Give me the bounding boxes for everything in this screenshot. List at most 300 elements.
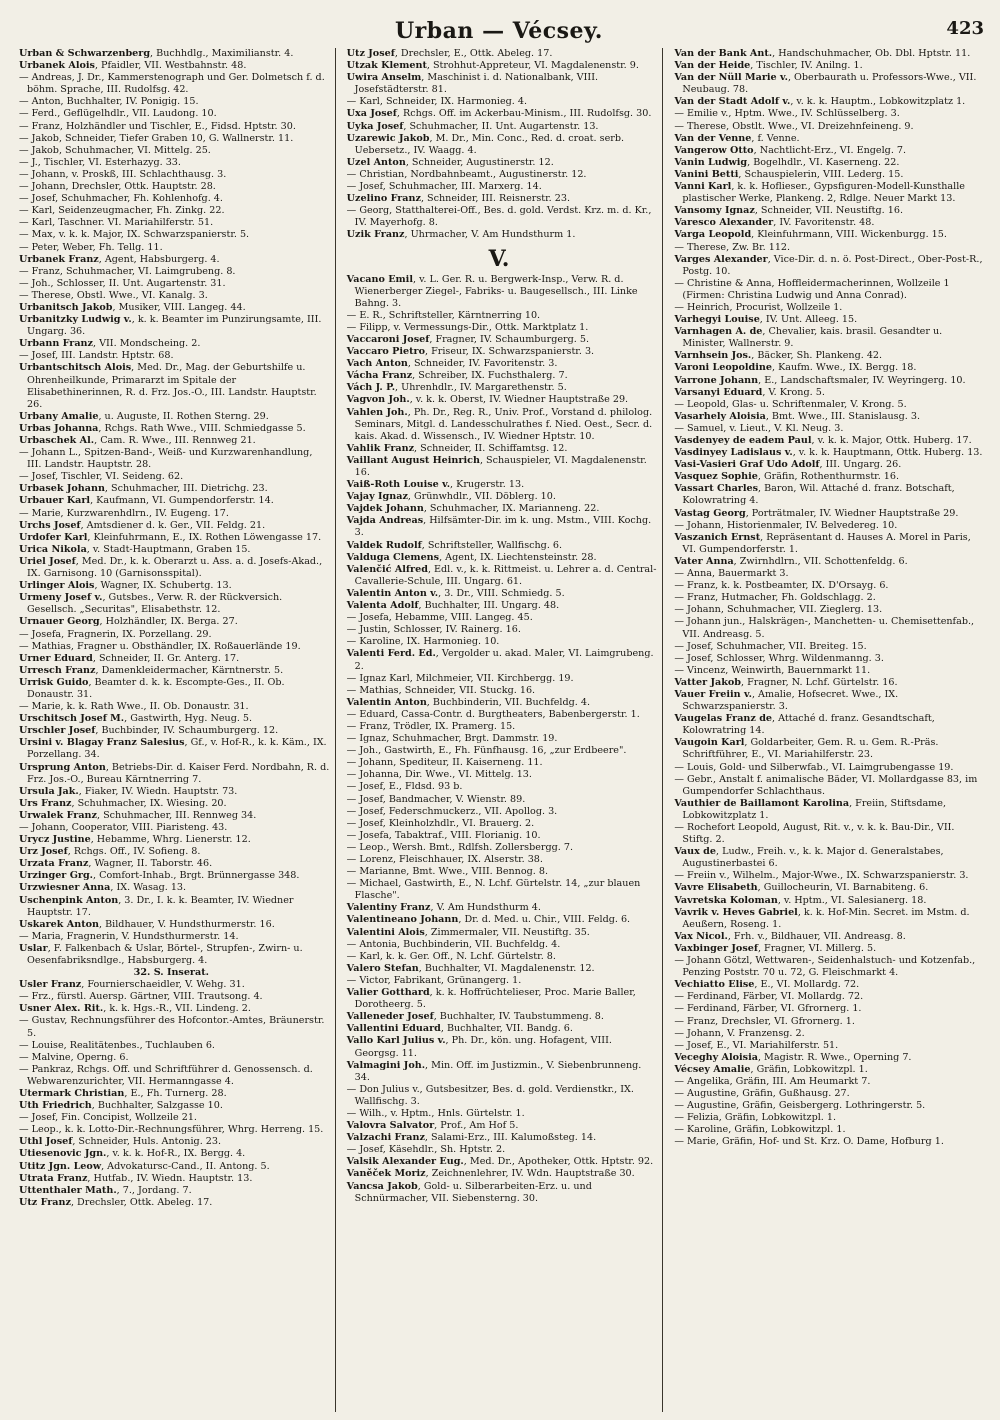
directory-entry: Varsanyi Eduard, V. Krong. 5. <box>674 386 825 398</box>
directory-entry: Uschenpink Anton, 3. Dr., I. k. k. Beamter, IV. Wiedner Hauptstr. 17. <box>19 894 294 918</box>
directory-entry: Vavretska Koloman, v. Hptm., VI. Salesianerg. 18. <box>674 894 927 906</box>
entry-name: Urbanitzky Ludwig v. <box>19 314 132 326</box>
entry-name: Vajdek Johann <box>346 503 424 515</box>
entry-name: Valmagini Joh. <box>346 1059 426 1071</box>
directory-entry: — Josef, Käsehdlr., Sh. Hptstr. 2. <box>346 1144 506 1156</box>
entry-name: Vahlen Joh. <box>346 406 408 418</box>
directory-entry: Urz Josef, Rchgs. Off., IV. Sofieng. 8. <box>19 846 201 858</box>
directory-entry: Urbany Amalie, u. Auguste, II. Rothen Sterng. 29. <box>19 410 269 422</box>
directory-entry: — Josefa, Tabaktraf., VIII. Florianig. 10. <box>346 829 541 841</box>
directory-entry: — Mathias, Fragner u. Obsthändler, IX. Roßauerlände 19. <box>19 640 301 652</box>
column-2-entries-v <box>341 274 658 1205</box>
entry-name: Uriel Josef <box>19 555 76 567</box>
entry-name: Urs Franz <box>19 797 72 809</box>
directory-entry: Usner Alex. Rit., k. k. Hgs.-R., VII. Lindeng. 2. <box>19 1003 251 1015</box>
directory-entry: — Johann jun., Halskrägen-, Manchetten- u. Chemisettenfab., VII. Andreasg. 5. <box>674 616 975 640</box>
directory-entry: — Max, v. k. k. Major, IX. Schwarzspanierstr. 5. <box>19 229 250 241</box>
directory-entry: Urwalek Franz, Schuhmacher, III. Rennweg 34. <box>19 809 257 821</box>
directory-entry: — Therese, Zw. Br. 112. <box>674 241 791 253</box>
entry-name: Vasi-Vasieri Graf Udo Adolf <box>674 459 820 471</box>
directory-entry: Vahlen Joh., Ph. Dr., Reg. R., Univ. Prof., Vorstand d. philolog. Seminars, Mitgl. d. Landesschulrathes f. Nied. Oest., Secr. d. kais. Akad. d. Wissensch., IV. Wiedner Hptstr. 10. <box>346 406 653 442</box>
directory-entry: — Marianne, Bmt. Wwe., VIII. Bennog. 8. <box>346 866 549 878</box>
entry-name: Urwalek Franz <box>19 809 97 821</box>
directory-entry: Valmagini Joh., Min. Off. im Justizmin., V. Siebenbrunneng. 34. <box>346 1059 642 1083</box>
directory-entry: — Franz, Trödler, IX. Pramerg. 15. <box>346 720 516 732</box>
directory-entry: — Lorenz, Fleischhauer, IX. Alserstr. 38. <box>346 854 543 865</box>
entry-name: Urschitsch Josef M. <box>19 713 125 725</box>
directory-entry: — Anton, Buchhalter, IV. Ponigig. 15. <box>19 96 199 108</box>
directory-entry: — Emilie v., Hptm. Wwe., IV. Schlüsselberg. 3. <box>674 108 900 120</box>
directory-entry: Vavre Elisabeth, Guillocheurin, VI. Barnabiteng. 6. <box>674 882 929 894</box>
directory-entry: Vaxbinger Josef, Fragner, VI. Millerg. 5. <box>674 942 877 954</box>
directory-entry: — Jakob, Schneider, Tiefer Graben 10, G. Wallnerstr. 11. <box>19 132 294 144</box>
directory-entry: Urban & Schwarzenberg, Buchhdlg., Maximilianstr. 4. <box>19 48 294 59</box>
entry-name: Valentiny Franz <box>346 902 431 914</box>
directory-entry: — Don Julius v., Gutsbesitzer, Bes. d. gold. Verdienstkr., IX. Wallfischg. 3. <box>346 1083 634 1107</box>
directory-entry: — Wilh., v. Hptm., Hnls. Gürtelstr. 1. <box>346 1107 525 1119</box>
entry-name: Vasquez Sophie <box>674 471 758 483</box>
column-2-entries-u <box>341 48 658 242</box>
section-letter-v: V. <box>488 245 510 272</box>
directory-entry: Ursini v. Blagay Franz Salesius, Gf., v. Hof-R., k. k. Käm., IX. Porzellang. 34. <box>19 737 327 761</box>
entry-name: Vanni Karl <box>674 181 732 193</box>
directory-entry: — Franz, k. k. Postbeamter, IX. D'Orsayg. 6. <box>674 580 889 592</box>
entry-name: Vanin Ludwig <box>674 156 748 168</box>
directory-entry: Valleneder Josef, Buchhalter, IV. Taubstummeng. 8. <box>346 1011 604 1023</box>
entry-name: Varnhsein Jos. <box>674 350 752 362</box>
directory-entry: Uxa Josef, Rchgs. Off. im Ackerbau-Minism., III. Rudolfsg. 30. <box>346 108 652 120</box>
directory-entry: — Josef, Bandmacher, V. Wienstr. 89. <box>346 793 526 805</box>
directory-entry: — Josef, Schuhmacher, VII. Breiteg. 15. <box>674 640 867 652</box>
directory-entry: Urchs Josef, Amtsdiener d. k. Ger., VII. Feldg. 21. <box>19 519 266 531</box>
entry-name: Vaccaro Pietro <box>346 346 425 358</box>
entry-name: Van der Nüll Marie v. <box>674 72 788 84</box>
directory-entry: Uyka Josef, Schuhmacher, II. Unt. Augartenstr. 13. <box>346 120 599 132</box>
entry-name: Urschler Josef <box>19 725 96 737</box>
directory-entry: Uskarek Anton, Bildhauer, V. Hundsthurmerstr. 16. <box>19 918 275 930</box>
directory-entry: Urnauer Georg, Holzhändler, IX. Berga. 27. <box>19 616 238 628</box>
directory-entry: — Pankraz, Rchgs. Off. und Schriftführer d. Genossensch. d. Webwarenzurichter, VII. Hermanngasse 4. <box>19 1063 313 1087</box>
entry-name: Vahlik Franz <box>346 442 415 454</box>
entry-name: Vangerow Otto <box>674 144 754 156</box>
page-number: 423 <box>946 18 984 39</box>
directory-entry: Vangerow Otto, Nachtlicht-Erz., VI. Engelg. 7. <box>674 144 907 156</box>
directory-entry: Vancsa Jakob, Gold- u. Silberarbeiten-Erz. u. und Schnürmacher, VII. Siebensterng. 30. <box>346 1180 592 1204</box>
directory-entry: — Josef, III. Landstr. Hptstr. 68. <box>19 350 174 362</box>
directory-entry: — Karl, k. k. Ger. Off., N. Lchf. Gürtelstr. 8. <box>346 950 556 962</box>
directory-entry: — Augustine, Gräfin, Geisbergerg. Lothringerstr. 5. <box>674 1100 926 1112</box>
directory-entry: Urner Eduard, Schneider, II. Gr. Anterg. 17. <box>19 652 240 664</box>
entry-name: Vansomy Ignaz <box>674 205 755 217</box>
directory-entry: — Eduard, Cassa-Contr. d. Burgtheaters, Babenbergerstr. 1. <box>346 708 640 720</box>
entry-name: Vavre Elisabeth <box>674 882 758 894</box>
entry-name: Uzelino Franz <box>346 193 421 205</box>
entry-name: Uzarewic Jakob <box>346 132 430 144</box>
entry-name: Uth Friedrich <box>19 1100 92 1112</box>
entry-name: Van der Stadt Adolf v. <box>674 96 791 108</box>
entry-name: Urzinger Grg. <box>19 870 93 882</box>
entry-name: Varsanyi Eduard <box>674 386 763 398</box>
directory-entry: Urbanitsch Jakob, Musiker, VIII. Langeg. 44. <box>19 301 246 313</box>
entry-name: Urnauer Georg <box>19 616 100 628</box>
directory-entry: — Johann, Schuhmacher, VII. Zieglerg. 13. <box>674 604 883 616</box>
entry-name: Veceghy Aloisia <box>674 1051 758 1063</box>
directory-entry: — Joh., Schlosser, II. Unt. Augartenstr. 31. <box>19 277 226 289</box>
entry-name: Uyka Josef <box>346 120 404 132</box>
directory-entry: Vajay Ignaz, Grünwhdlr., VII. Döblerg. 10. <box>346 491 556 503</box>
entry-name: Vasdenyey de eadem Paul <box>674 435 812 446</box>
entry-name: Urbasek Johann <box>19 483 105 495</box>
entry-name: Vax Nicol. <box>674 930 728 942</box>
directory-entry: — Christine & Anna, Hoffleidermacherinnen, Wollzeile 1 (Firmen: Christina Ludwig und Anna Conrad). <box>674 277 950 301</box>
entry-name: Valero Stefan <box>346 962 419 974</box>
directory-entry: Utz Franz, Drechsler, Ottk. Abeleg. 17. <box>19 1196 213 1208</box>
entry-name: Valdek Rudolf <box>346 539 422 551</box>
directory-entry: Valdek Rudolf, Schriftsteller, Wallfischg. 6. <box>346 539 563 551</box>
directory-entry: Van der Bank Ant., Handschuhmacher, Ob. Dbl. Hptstr. 11. <box>674 48 971 59</box>
directory-entry: — Ignaz Karl, Milchmeier, VII. Kirchbergg. 19. <box>346 672 574 684</box>
directory-entry: Van der Venne, f. Venne. <box>674 132 800 144</box>
directory-entry: — Franz, Hutmacher, Fh. Goldschlagg. 2. <box>674 592 876 604</box>
entry-name: Varhegyi Louise <box>674 314 760 326</box>
entry-name: Valenta Adolf <box>346 600 419 612</box>
directory-entry: Valzachi Franz, Salami-Erz., III. Kalumoßsteg. 14. <box>346 1132 597 1144</box>
directory-entry: — Louis, Gold- und Silberwfab., VI. Laimgrubengasse 19. <box>674 761 954 773</box>
entry-name: Urbas Johanna <box>19 422 99 434</box>
directory-entry: — Maria, Fragnerin, V. Hundsthurmerstr. 14. <box>19 930 239 942</box>
directory-entry: Urdofer Karl, Kleinfuhrmann, E., IX. Rothen Löwengasse 17. <box>19 531 322 543</box>
entry-name: Vaccaroni Josef <box>346 333 430 345</box>
directory-entry: Uth Friedrich, Buchhalter, Salzgasse 10. <box>19 1100 223 1112</box>
directory-entry: — Christian, Nordbahnbeamt., Augustinerstr. 12. <box>346 168 587 180</box>
entry-name: Urbany Amalie <box>19 410 99 422</box>
directory-entry: — Johann, Spediteur, II. Kaiserneng. 11. <box>346 757 543 769</box>
directory-entry: — Joh., Gastwirth, E., Fh. Fünfhausg. 16, „zur Erdbeere". <box>346 745 627 757</box>
entry-name: Uthl Josef <box>19 1136 73 1148</box>
directory-entry: Ursula Jak., Fiaker, IV. Wiedn. Hauptstr. 73. <box>19 785 238 797</box>
directory-entry: Ursprung Anton, Betriebs-Dir. d. Kaiser Ferd. Nordbahn, R. d. Frz. Jos.-O., Bureau Kärntnerring 7. <box>19 761 330 785</box>
directory-entry: — Josef, E., VI. Mariahilferstr. 51. <box>674 1039 839 1051</box>
directory-entry: Urzwiesner Anna, IX. Wasag. 13. <box>19 882 187 894</box>
directory-entry: Valentini Alois, Zimmermaler, VII. Neustiftg. 35. <box>346 926 590 938</box>
directory-entry: Vauer Freiin v., Amalie, Hofsecret. Wwe., IX. Schwarzspanierstr. 3. <box>674 688 899 713</box>
entry-name: Varoni Leopoldine <box>674 362 772 374</box>
directory-entry: Vécsey Amalie, Gräfin, Lobkowitzpl. 1. <box>674 1063 868 1075</box>
entry-name: Vajay Ignaz <box>346 491 408 503</box>
entry-name: Varges Alexander <box>674 253 768 265</box>
entry-name: Valduga Clemens <box>346 551 440 563</box>
directory-entry: Urmeny Josef v., Gutsbes., Verw. R. der Rückversich. Gesellsch. „Securitas", Elisabethstr. 12. <box>19 592 283 616</box>
directory-entry: — Gustav, Rechnungsführer des Hofcontor.-Amtes, Bräunerstr. 5. <box>19 1015 325 1039</box>
entry-name: Vavrik v. Heves Gabriel <box>674 906 798 918</box>
directory-entry: — Andreas, J. Dr., Kammerstenograph und Ger. Dolmetsch f. d. böhm. Sprache, III. Rudolfsg. 42. <box>19 72 325 96</box>
entry-name: Varesco Alexander <box>674 217 774 229</box>
entry-name: Urbanitsch Jakob <box>19 301 113 313</box>
directory-entry: Varnhagen A. de, Chevalier, kais. brasil. Gesandter u. Minister, Wallnerstr. 9. <box>674 326 943 350</box>
directory-entry: — Leop., k. k. Lotto-Dir.-Rechnungsführer, Whrg. Herreng. 15. <box>19 1124 324 1136</box>
entry-name: Vécsey Amalie <box>674 1063 751 1075</box>
directory-entry: — Therese, Obstlt. Wwe., VI. Dreizehnfeineng. 9. <box>674 120 914 132</box>
directory-entry: Urbaschek Al., Cam. R. Wwe., III. Rennweg 21. <box>19 435 256 446</box>
entry-name: Vaux de <box>674 846 716 858</box>
directory-entry: Urycz Justine, Hebamme, Whrg. Lienerstr. 12. <box>19 834 251 846</box>
entry-name: Vaugoin Karl <box>674 737 745 749</box>
entry-name: Uwira Anselm <box>346 72 422 84</box>
directory-entry: — Franz, Drechsler, VI. Gfrornerg. 1. <box>674 1015 855 1027</box>
entry-name: Utitz Jgn. Leow <box>19 1160 102 1172</box>
directory-entry: Valentineano Johann, Dr. d. Med. u. Chir., VIII. Feldg. 6. <box>346 914 631 926</box>
directory-entry: — Gebr., Anstalt f. animalische Bäder, VI. Mollardgasse 83, im Gumpendorfer Schlachthaus. <box>674 773 978 797</box>
directory-entry: — Josef, Tischler, VI. Seideng. 62. <box>19 471 184 483</box>
entry-name: Uslar <box>19 942 48 954</box>
directory-entry: — Johann, Cooperator, VIII. Piaristeng. 43. <box>19 822 228 833</box>
directory-entry: Varga Leopold, Kleinfuhrmann, VIII. Wickenburgg. 15. <box>674 229 947 241</box>
entry-name: Vasdinyey Ladislaus v. <box>674 447 793 459</box>
directory-entry: — Filipp, v. Vermessungs-Dir., Ottk. Marktplatz 1. <box>346 321 589 333</box>
directory-entry: Vácha Franz, Schreiber, IX. Fuchsthalerg. 7. <box>346 370 568 382</box>
entry-name: Ursprung Anton <box>19 761 106 773</box>
directory-entry: Urbauer Karl, Kaufmann, VI. Gumpendorferstr. 14. <box>19 495 274 507</box>
entry-name: Vaszanich Ernst <box>674 531 761 543</box>
directory-entry: — Malvine, Operng. 6. <box>19 1051 129 1063</box>
directory-entry: Valduga Clemens, Agent, IX. Liechtensteinstr. 28. <box>346 551 597 563</box>
directory-entry: Van der Stadt Adolf v., v. k. k. Hauptm., Lobkowitzplatz 1. <box>674 96 966 108</box>
entry-name: Urbaschek Al. <box>19 435 95 446</box>
directory-entry: — J., Tischler, VI. Esterhazyg. 33. <box>19 156 181 168</box>
entry-name: Van der Bank Ant. <box>674 48 773 59</box>
entry-name: Utzak Klement <box>346 60 427 72</box>
directory-entry: Urrisk Guido, Beamter d. k. k. Escompte-Ges., II. Ob. Donaustr. 31. <box>19 676 285 700</box>
directory-entry: Valentin Anton v., 3. Dr., VIII. Schmiedg. 5. <box>346 587 565 599</box>
directory-entry: Uthl Josef, Schneider, Huls. Antonig. 23. <box>19 1136 222 1148</box>
entry-name: Vauer Freiin v. <box>674 688 752 700</box>
entry-name: Urica Nikola <box>19 543 87 555</box>
entry-name: Vater Anna <box>674 555 734 567</box>
directory-entry: — Marie, k. k. Rath Wwe., II. Ob. Donaustr. 31. <box>19 701 249 713</box>
directory-entry: — Leopold, Glas- u. Schriftenmaler, V. Krong. 5. <box>674 398 907 410</box>
directory-entry: Valenti Ferd. Ed., Vergolder u. akad. Maler, VI. Laimgrubeng. 2. <box>346 648 654 672</box>
directory-entry: Valier Gotthard, k. k. Hoffrüchtelieser, Proc. Marie Baller, Dorotheerg. 5. <box>346 987 636 1011</box>
entry-name: Ursini v. Blagay Franz Salesius <box>19 737 185 749</box>
directory-entry: — Mathias, Schneider, VII. Stuckg. 16. <box>346 684 536 696</box>
entry-name: Vaxbinger Josef <box>674 942 758 954</box>
directory-entry: — Peter, Weber, Fh. Tellg. 11. <box>19 241 163 253</box>
directory-entry: Vaněček Moriz, Zeichnenlehrer, IV. Wdn. Hauptstraße 30. <box>346 1168 635 1180</box>
directory-entry: Vansomy Ignaz, Schneider, VII. Neustiftg. 16. <box>674 205 904 217</box>
directory-entry: Vacano Emil, v. L. Ger. R. u. Bergwerk-Insp., Verw. R. d. Wienerberger Ziegel-, Fabriks- u. Baugesellsch., III. Linke Bahng. 3. <box>346 273 638 309</box>
directory-entry: Uzarewic Jakob, M. Dr., Min. Conc., Red. d. croat. serb. Uebersetz., IV. Waagg. 4. <box>346 132 625 156</box>
directory-entry: Utiesenovic Jgn., v. k. k. Hof-R., IX. Bergg. 4. <box>19 1148 246 1160</box>
entry-name: Valentin Anton v. <box>346 587 439 599</box>
directory-entry: Urresch Franz, Damenkleidermacher, Kärntnerstr. 5. <box>19 664 284 676</box>
entry-name: Vaugelas Franz de <box>674 713 772 725</box>
directory-entry: — Josef, Schuhmacher, III. Marxerg. 14. <box>346 181 542 193</box>
page-header <box>8 12 990 48</box>
directory-entry: Uzelino Franz, Schneider, III. Reisnerstr. 23. <box>346 193 571 205</box>
entry-name: Urbanek Franz <box>19 253 99 265</box>
directory-entry: Vanni Karl, k. k. Hoflieser., Gypsfiguren-Modell-Kunsthalle plastischer Werke, Plankeng. 2, Rdlge. Neuer Markt 13. <box>674 181 965 205</box>
entry-name: Utz Josef <box>346 48 395 59</box>
entry-name: Vaillant August Heinrich <box>346 454 480 466</box>
directory-entry: — Augustine, Gräfin, Gußhausg. 27. <box>674 1088 850 1100</box>
directory-entry: Valenčić Alfred, Edl. v., k. k. Rittmeist. u. Lehrer a. d. Central-Cavallerie-Schule, III. Ungarg. 61. <box>346 563 657 587</box>
entry-name: Varrone Johann <box>674 374 759 386</box>
directory-entry: Urbanek Franz, Agent, Habsburgerg. 4. <box>19 253 220 265</box>
directory-entry: — Freiin v., Wilhelm., Major-Wwe., IX. Schwarzspanierstr. 3. <box>674 870 969 882</box>
entry-name: Urbann Franz <box>19 338 93 350</box>
directory-entry: — Angelika, Gräfin, III. Am Heumarkt 7. <box>674 1075 871 1087</box>
directory-entry: — Frz., fürstl. Auersp. Gärtner, VIII. Trautsong. 4. <box>19 991 263 1003</box>
directory-entry: Utermark Christian, E., Fh. Turnerg. 28. <box>19 1087 227 1099</box>
entry-name: Van der Heide <box>674 60 751 72</box>
directory-entry: Varrone Johann, E., Landschaftsmaler, IV. Weyringerg. 10. <box>674 374 966 386</box>
column-1 <box>8 48 335 1412</box>
entry-name: Urner Eduard <box>19 652 93 664</box>
directory-entry: — Karl, Taschner. VI. Mariahilferstr. 51. <box>19 217 214 229</box>
entry-name: Vach Anton <box>346 358 408 370</box>
entry-name: Uzel Anton <box>346 156 406 168</box>
directory-entry: Varoni Leopoldine, Kaufm. Wwe., IX. Bergg. 18. <box>674 362 917 374</box>
directory-entry: Van der Nüll Marie v., Oberbaurath u. Professors-Wwe., VII. Neubaug. 78. <box>674 72 977 96</box>
entry-name: Vasarhely Aloisia <box>674 410 766 422</box>
directory-entry: — Jakob, Schuhmacher, VI. Mittelg. 25. <box>19 144 211 156</box>
directory-entry: — Karoline, IX. Harmonieg. 10. <box>346 636 500 648</box>
directory-entry: — Marie, Kurzwarenhdlrn., IV. Eugeng. 17. <box>19 507 229 519</box>
directory-entry: — Johann, Drechsler, Ottk. Hauptstr. 28. <box>19 181 216 193</box>
directory-entry: Vahlik Franz, Schneider, II. Schiffamtsg. 12. <box>346 442 568 454</box>
directory-entry: Utzak Klement, Strohhut-Appreteur, VI. Magdalenenstr. 9. <box>346 60 639 72</box>
directory-entry: Vaugelas Franz de, Attaché d. franz. Gesandtschaft, Kolowratring 14. <box>674 713 935 737</box>
entry-name: Urdofer Karl <box>19 531 88 543</box>
directory-entry: Valenta Adolf, Buchhalter, III. Ungarg. 48. <box>346 600 560 612</box>
entry-name: Uskarek Anton <box>19 918 100 930</box>
entry-name: Valenčić Alfred <box>346 563 428 575</box>
entry-name: Urzwiesner Anna <box>19 882 111 894</box>
directory-entry: Vasquez Sophie, Gräfin, Rothenthurmstr. 16. <box>674 471 900 483</box>
directory-entry: — Josef, Kleinholzhdlr., VI. Brauerg. 2. <box>346 817 535 829</box>
entry-name: Varga Leopold <box>674 229 752 241</box>
directory-entry: Vasarhely Aloisia, Bmt. Wwe., III. Stanislausg. 3. <box>674 410 920 422</box>
directory-entry: Veceghy Aloisia, Magistr. R. Wwe., Operning 7. <box>674 1051 912 1063</box>
directory-entry: Vaccaro Pietro, Friseur, IX. Schwarzspanierstr. 3. <box>346 346 595 358</box>
directory-entry: Urbasek Johann, Schuhmacher, III. Dietrichg. 23. <box>19 483 268 495</box>
directory-entry: Vauthier de Baillamont Karolina, Freiin, Stiftsdame, Lobkowitzplatz 1. <box>674 797 947 821</box>
directory-entry: — Vincenz, Weinwirth, Bauernmarkt 11. <box>674 664 871 676</box>
directory-entry: — Therese, Obstl. Wwe., VI. Kanalg. 3. <box>19 289 208 301</box>
directory-entry: Varnhsein Jos., Bäcker, Sh. Plankeng. 42. <box>674 350 883 362</box>
directory-entry: — Justin, Schlosser, IV. Rainerg. 16. <box>346 624 521 636</box>
directory-entry: Vaiß-Roth Louise v., Krugerstr. 13. <box>346 479 525 491</box>
entry-name: Vassart Charles <box>674 483 758 495</box>
entry-name: Uzik Franz <box>346 229 405 241</box>
directory-entry: Vanini Betti, Schauspielerin, VIII. Lederg. 15. <box>674 168 904 180</box>
entry-name: Valleneder Josef <box>346 1011 434 1023</box>
entry-name: Utrata Franz <box>19 1172 88 1184</box>
directory-entry: — Josefa, Fragnerin, IX. Porzellang. 29. <box>19 628 212 640</box>
directory-entry: Valentiny Franz, V. Am Hundsthurm 4. <box>346 902 541 914</box>
directory-entry: — Ferdinand, Färber, VI. Mollardg. 72. <box>674 991 864 1003</box>
directory-entry: Varhegyi Louise, IV. Unt. Alleeg. 15. <box>674 314 858 326</box>
entry-name: Ursula Jak. <box>19 785 79 797</box>
directory-entry: Urschitsch Josef M., Gastwirth, Hyg. Neug. 5. <box>19 713 253 725</box>
entry-name: Urlinger Alois <box>19 580 95 592</box>
entry-name: Vallo Karl Julius v. <box>346 1035 446 1047</box>
entry-name: Vallentini Eduard <box>346 1023 441 1035</box>
entry-name: Utermark Christian <box>19 1087 125 1099</box>
directory-entry: Vach Anton, Schneider, IV. Favoritenstr. 3. <box>346 358 558 370</box>
entry-name: Vanini Betti <box>674 168 739 180</box>
directory-entry: Utz Josef, Drechsler, E., Ottk. Abeleg. 17. <box>346 48 553 59</box>
entry-name: Valentini Alois <box>346 926 425 938</box>
entry-name: Urbanek Alois <box>19 60 95 72</box>
directory-entry: Utrata Franz, Hutfab., IV. Wiedn. Hauptstr. 13. <box>19 1172 253 1184</box>
directory-entry: Vaccaroni Josef, Fragner, IV. Schaumburgerg. 5. <box>346 333 589 345</box>
directory-entry: — Samuel, v. Lieut., V. Kl. Neug. 3. <box>674 422 844 434</box>
directory-entry: — Karl, Schneider, IX. Harmonieg. 4. <box>346 96 528 108</box>
insert-note: 32. S. Inserat. <box>133 967 209 979</box>
directory-entry: Vater Anna, Zwirnhdlrn., VII. Schottenfeldg. 6. <box>674 555 908 567</box>
directory-entry: Urzinger Grg., Comfort-Inhab., Brgt. Brünnergasse 348. <box>19 870 300 882</box>
entry-name: Vajda Andreas <box>346 515 424 527</box>
directory-entry: Usler Franz, Fournierschaeidler, V. Wehg. 31. <box>19 979 245 991</box>
directory-entry: Uwira Anselm, Maschinist i. d. Nationalbank, VIII. Josefstädterstr. 81. <box>346 72 599 96</box>
directory-entry: — Josef, Fin. Concipist, Wollzeile 21. <box>19 1112 197 1124</box>
entry-name: Vaněček Moriz <box>346 1168 426 1180</box>
entry-name: Valzachi Franz <box>346 1132 425 1144</box>
entry-name: Valsik Alexander Eug. <box>346 1156 464 1168</box>
directory-entry: Vax Nicol., Frh. v., Bildhauer, VII. Andreasg. 8. <box>674 930 906 942</box>
directory-entry: Vavrik v. Heves Gabriel, k. k. Hof-Min. Secret. im Mstm. d. Aeußern, Roseng. 1. <box>674 906 970 930</box>
entry-name: Uxa Josef <box>346 108 397 120</box>
directory-entry: Vasi-Vasieri Graf Udo Adolf, III. Ungarg. 26. <box>674 459 902 471</box>
directory-entry: — Leop., Wersh. Bmt., Rdlfsh. Zollersbergg. 7. <box>346 841 574 853</box>
entry-name: Van der Venne <box>674 132 752 144</box>
directory-entry: Valsik Alexander Eug., Med. Dr., Apotheker, Ottk. Hptstr. 92. <box>346 1156 654 1168</box>
page-title: Urban — Vécsey. <box>395 18 603 44</box>
entry-name: Urbauer Karl <box>19 495 91 507</box>
entry-name: Uschenpink Anton <box>19 894 119 906</box>
directory-entry: — Ferdinand, Färber, VI. Gfrornerg. 1. <box>674 1003 862 1015</box>
column-3 <box>662 48 990 1412</box>
entry-name: Uttenthaler Math. <box>19 1184 117 1196</box>
directory-entry: Vassart Charles, Baron, Wil. Attaché d. franz. Botschaft, Kolowratring 4. <box>674 483 955 507</box>
columns <box>8 48 990 1412</box>
directory-entry: Vatter Jakob, Fragner, N. Lchf. Gürtelstr. 16. <box>674 676 898 688</box>
directory-entry: Vaux de, Ludw., Freih. v., k. k. Major d. Generalstabes, Augustinerbastei 6. <box>674 846 944 870</box>
entry-name: Valentin Anton <box>346 696 427 708</box>
directory-entry: Vastag Georg, Porträtmaler, IV. Wiedner Hauptstraße 29. <box>674 507 959 519</box>
directory-entry: Urbantschitsch Alois, Med. Dr., Mag. der Geburtshilfe u. Ohrenheilkunde, Primararzt im Spitale der Elisabethinerinnen, R. d. Frz. Jos.-O., III. Landstr. Hauptstr. 26. <box>19 362 317 410</box>
entry-name: Vagvon Joh. <box>346 394 410 406</box>
directory-entry: Uzik Franz, Uhrmacher, V. Am Hundsthurm 1. <box>346 229 576 241</box>
directory-entry: — Antonia, Buchbinderin, VII. Buchfeldg. 4. <box>346 938 561 950</box>
entry-name: Vechiatto Elise <box>674 979 755 991</box>
directory-entry: — Michael, Gastwirth, E., N. Lchf. Gürtelstr. 14, „zur blauen Flasche". <box>346 878 641 902</box>
entry-name: Valenti Ferd. Ed. <box>346 648 436 660</box>
directory-entry: Vallentini Eduard, Buchhalter, VII. Bandg. 6. <box>346 1023 573 1035</box>
entry-name: Vauthier de Baillamont Karolina <box>674 797 850 809</box>
directory-entry: Urica Nikola, v. Stadt-Hauptmann, Graben 15. <box>19 543 251 555</box>
directory-entry: Vechiatto Elise, E., VI. Mollardg. 72. <box>674 979 860 991</box>
directory-entry: — Josef, Schlosser, Whrg. Wildenmanng. 3. <box>674 652 884 664</box>
directory-entry: — Josefa, Hebamme, VIII. Langeg. 45. <box>346 612 533 624</box>
directory-entry: Urbann Franz, VII. Mondscheing. 2. <box>19 338 201 350</box>
directory-entry: — Heinrich, Procurist, Wollzeile 1. <box>674 301 843 313</box>
directory-entry: Vasdenyey de eadem Paul, v. k. k. Major, Ottk. Huberg. 17. <box>674 435 972 446</box>
directory-entry: Vaugoin Karl, Goldarbeiter, Gem. R. u. Gem. R.-Präs. Schriftführer, E., VI. Mariahilferstr. 23. <box>674 737 939 761</box>
entry-name: Urbantschitsch Alois <box>19 362 132 374</box>
directory-entry: Vách J. P., Uhrenhdlr., IV. Margarethenstr. 5. <box>346 382 567 394</box>
